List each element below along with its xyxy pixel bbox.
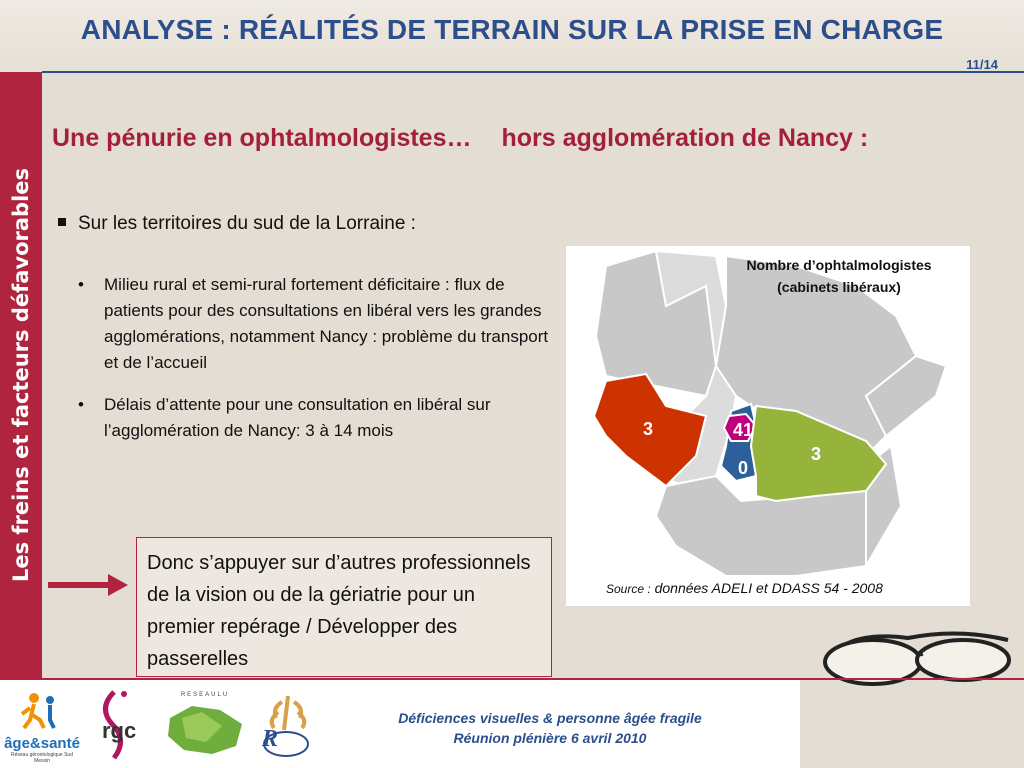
map-value-blue: 0 xyxy=(737,458,749,478)
age-sante-logo xyxy=(4,690,80,762)
footer-line1: Déficiences visuelles & personne âgée fragile xyxy=(398,710,702,726)
r-wordmark: R xyxy=(262,726,279,752)
list-item xyxy=(78,392,558,444)
rgc-wordmark: rgc xyxy=(102,718,137,743)
map-title xyxy=(714,254,964,298)
map-value-green: 3 xyxy=(810,444,822,464)
bullet-dot-icon: • xyxy=(78,395,84,414)
list-item-text: Milieu rural et semi-rural fortement déficitaire : flux de patients pour des consultations en libéral vers les grandes agglomérations, notamment Nancy : problème du transport et de l’accueil xyxy=(104,275,549,372)
sub-bullet-list xyxy=(78,272,558,460)
footer-line2: Réunion plénière 6 avril 2010 xyxy=(453,730,647,746)
map-value-red: 3 xyxy=(642,419,654,439)
list-item-text: Délais d’attente pour une consultation en libéral sur l’agglomération de Nancy: 3 à 14 mois xyxy=(104,395,491,440)
slide-title: ANALYSE : RÉALITÉS DE TERRAIN SUR LA PRISE EN CHARGE xyxy=(80,14,944,45)
square-bullet-icon xyxy=(58,218,66,226)
map-source-text: données ADELI et DDASS 54 - 2008 xyxy=(654,580,883,596)
main-bullet-text: Sur les territoires du sud de la Lorraine : xyxy=(78,213,416,234)
r-gerontologique-logo xyxy=(254,690,318,762)
age-sante-caption: Réseau gérontologique Sud Messin xyxy=(11,752,73,764)
subtitle-part1: Une pénurie en ophtalmologistes… xyxy=(52,124,472,152)
main-bullet xyxy=(58,213,416,235)
glasses-icon xyxy=(808,620,1018,700)
map-source-label: Source : xyxy=(606,582,651,596)
map-panel xyxy=(566,246,970,606)
map-title-line2: (cabinets libéraux) xyxy=(777,279,901,295)
walking-person-icon xyxy=(4,690,80,730)
reseaulu-wordmark: RESEAULU xyxy=(180,692,230,698)
subtitle xyxy=(52,124,868,153)
callout-box: Donc s’appuyer sur d’autres professionnels de la vision ou de la gériatrie pour un premier repérage / Développer des passerelles xyxy=(136,537,552,677)
title-rule xyxy=(42,71,1024,73)
map-source xyxy=(606,580,883,596)
region-map-icon xyxy=(162,698,248,758)
bullet-dot-icon: • xyxy=(78,275,84,294)
subtitle-part2: hors agglomération de Nancy : xyxy=(501,124,869,152)
reseaulu-logo xyxy=(162,692,248,762)
list-item xyxy=(78,272,558,376)
page-number: 11/14 xyxy=(966,57,998,72)
arrow-right-icon xyxy=(46,570,132,600)
region-map xyxy=(566,246,970,606)
footer-text xyxy=(330,708,770,748)
sidebar-label: Les freins et facteurs défavorables xyxy=(9,167,33,583)
map-title-line1: Nombre d’ophtalmologistes xyxy=(746,257,932,273)
map-value-magenta: 41 xyxy=(732,420,754,440)
rgc-logo xyxy=(94,688,156,762)
age-sante-wordmark: âge&santé xyxy=(4,735,80,752)
